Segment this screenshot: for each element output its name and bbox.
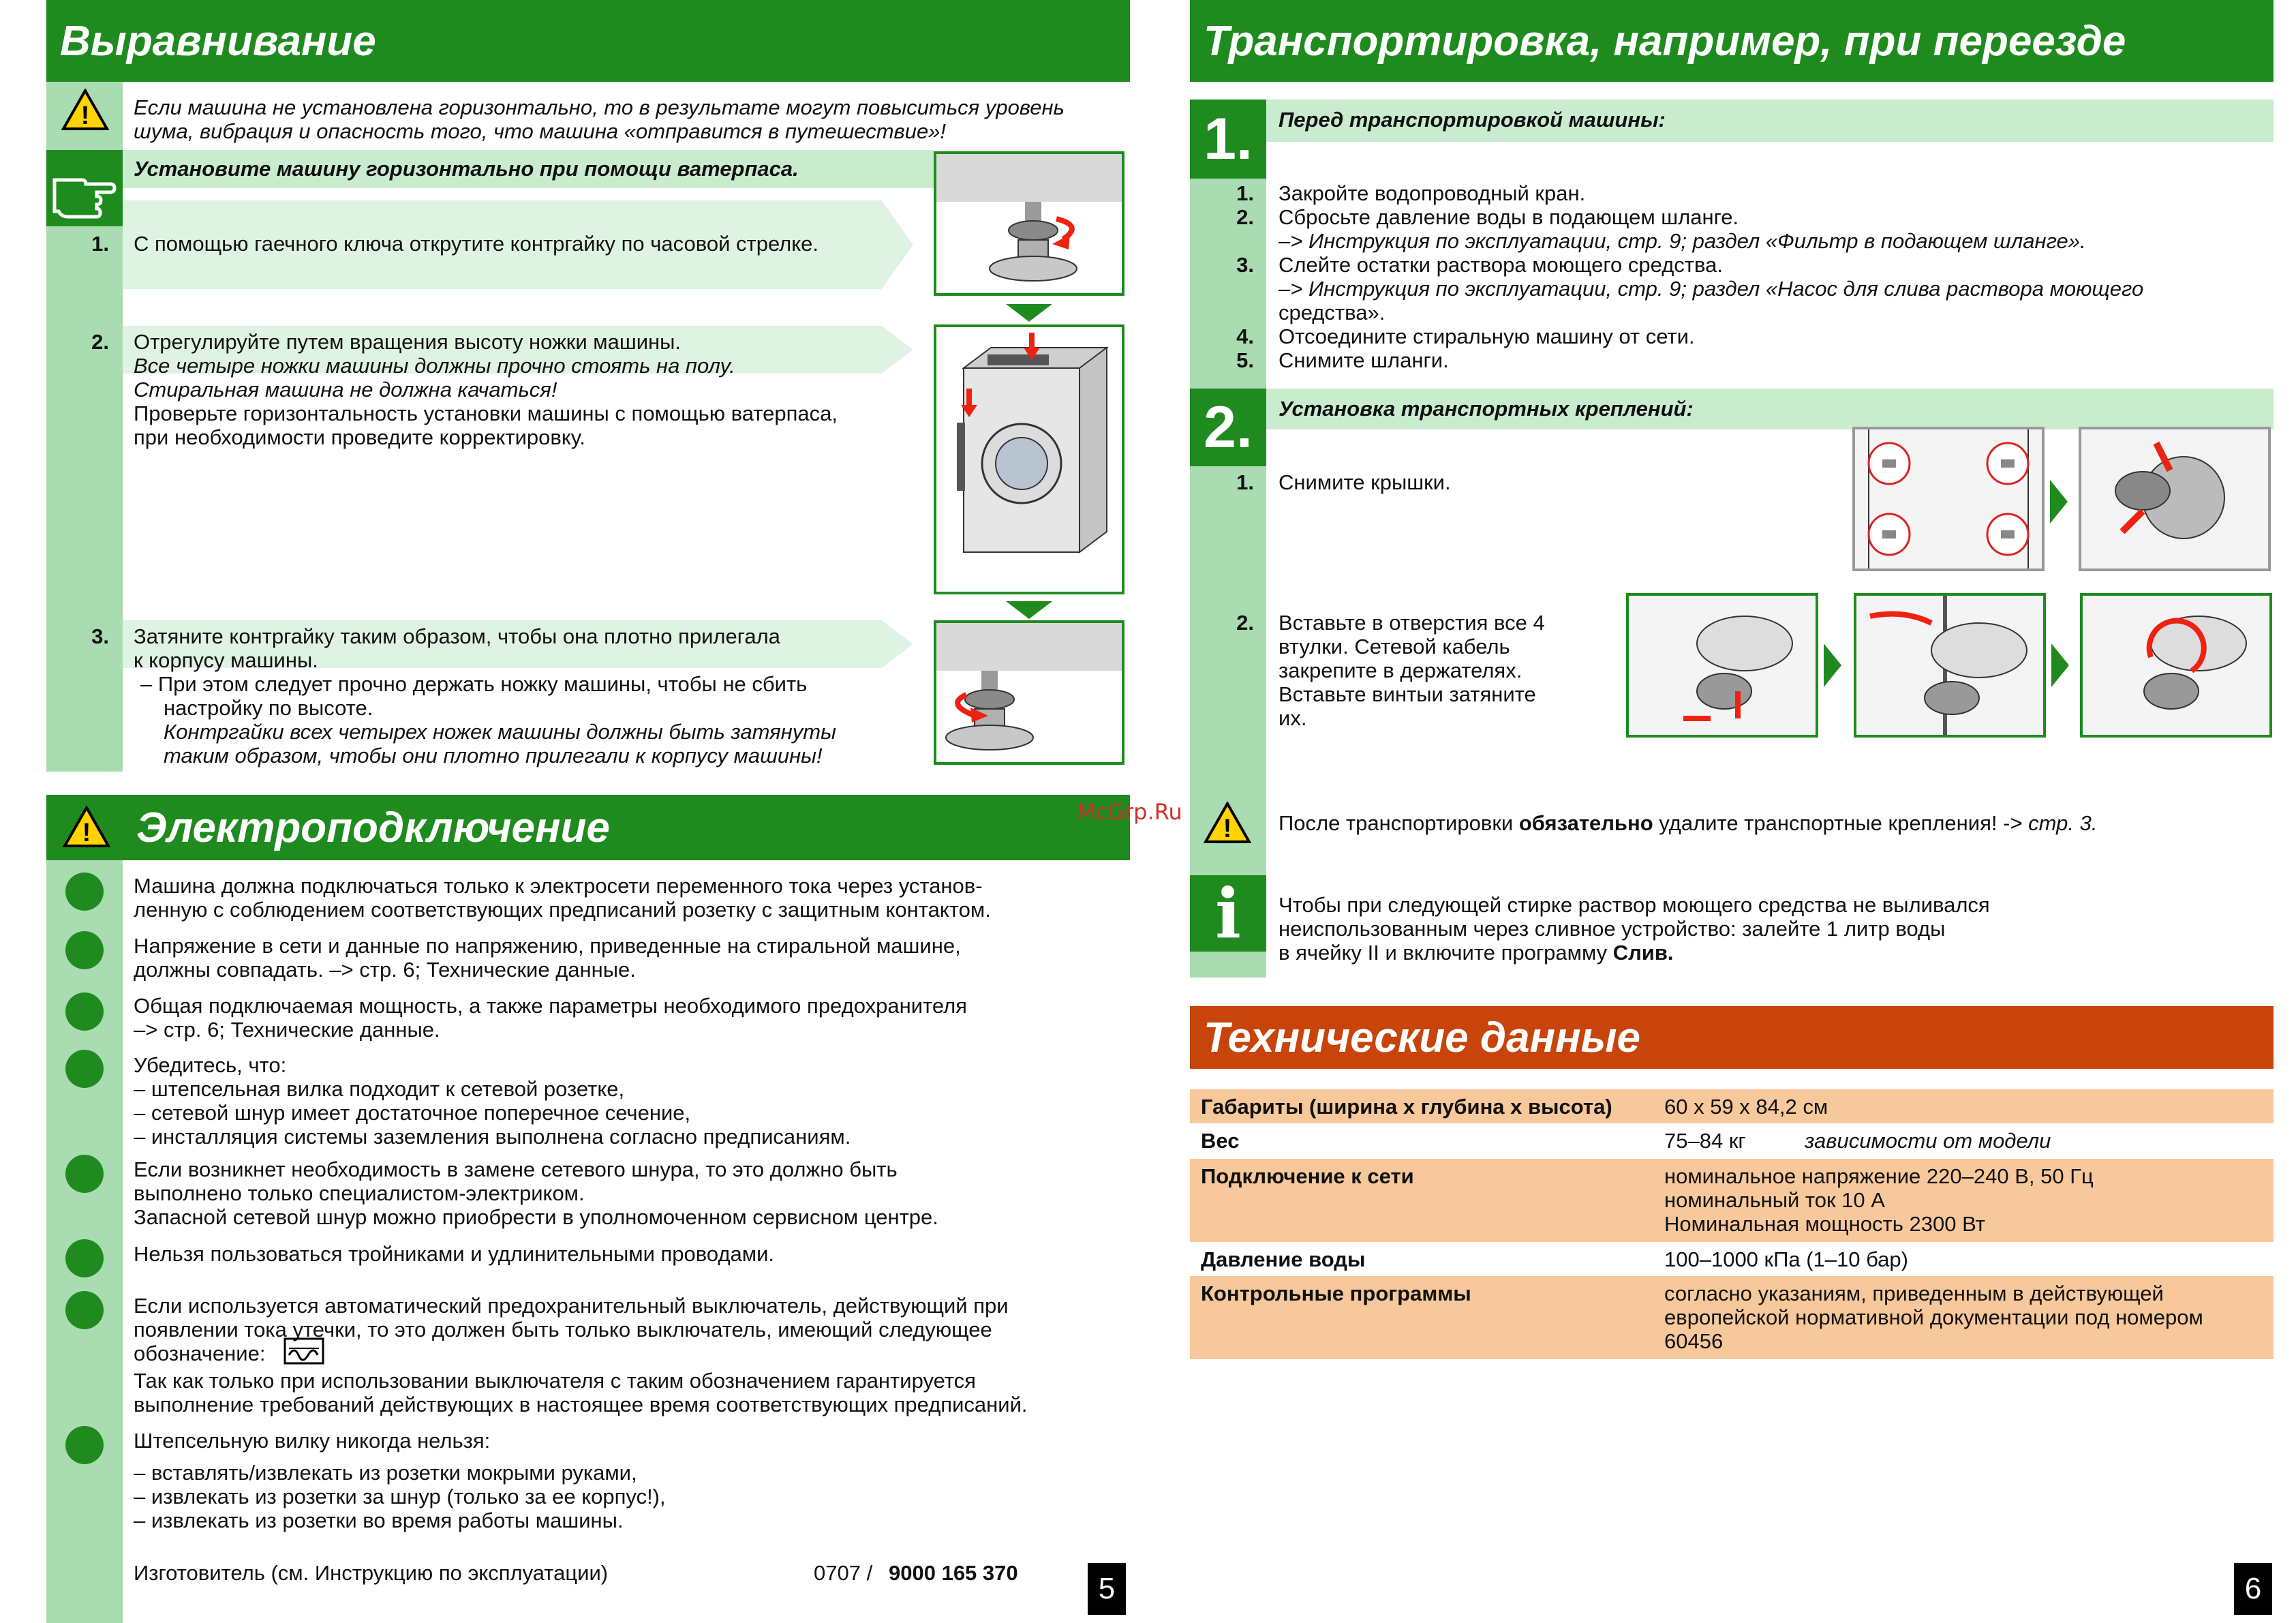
leveling-warning-2: шума, вибрация и опасность того, что машина «отправится в путешествие»! [134, 119, 947, 143]
s2-step2-line-2: втулки. Сетевой кабель [1279, 635, 1510, 658]
step2-italic-1: Все четыре ножки машины должны прочно стоять на полу. [134, 354, 735, 378]
tech-row-weight [1190, 1123, 2274, 1159]
bullet-6 [65, 1239, 104, 1277]
tech-val-dimensions: 60 x 59 x 84,2 см [1664, 1095, 1828, 1119]
tech-key-dimensions: Габариты (ширина x глубина x высота) [1201, 1095, 1612, 1119]
right-sidebar [1190, 179, 1266, 977]
step2-after-1: Проверьте горизонтальность установки машины с помощью ватерпаса, [134, 401, 838, 425]
section2-header: Установка транспортных креплений: [1279, 397, 1694, 421]
tech-key-weight: Вес [1201, 1129, 1240, 1153]
tech-val-programs-3: 60456 [1664, 1329, 1724, 1353]
elec-5-line-3: Запасной сетевой шнур можно приобрести в уполномоченном сервисном центре. [134, 1205, 938, 1229]
s1-row8-text: Снимите шланги. [1279, 348, 1449, 372]
doc-number: 9000 165 370 [889, 1561, 1018, 1585]
elec-7-line-3: обозначение: [134, 1341, 266, 1365]
page-number-right: 6 [2234, 1563, 2272, 1615]
step2-number: 2. [91, 330, 109, 354]
s1-row5-text: –> Инструкция по эксплуатации, стр. 9; раздел «Насос для слива раствора моющего [1279, 277, 2144, 301]
tech-key-water: Давление воды [1201, 1247, 1366, 1271]
tech-val-power-1: номинальное напряжение 220–240 В, 50 Гц [1664, 1164, 2094, 1188]
electrical-title: Электроподключение [136, 804, 610, 851]
bullet-8 [65, 1426, 104, 1464]
s1-row1-text: Закройте водопроводный кран. [1279, 181, 1586, 205]
bullet-5 [65, 1155, 104, 1193]
elec-7-line-2: появлении тока утечки, то это должен быть только выключатель, имеющий следующее [134, 1318, 992, 1341]
bushing-insert-illustration [1626, 593, 1818, 738]
section1-badge: 1. [1190, 100, 1266, 179]
s2-step2-line-5: их. [1279, 706, 1307, 730]
info-line-2: неиспользованным через сливное устройство: залейте 1 литр воды [1279, 917, 1946, 941]
electrical-header-band [46, 795, 1130, 860]
bullet-1 [65, 873, 104, 911]
s2-step2-line-3: закрепите в держателях. [1279, 658, 1522, 682]
tech-key-power: Подключение к сети [1201, 1164, 1414, 1188]
doc-number-prefix: 0707 / [814, 1561, 873, 1585]
elec-4-line-4: – инсталляция системы заземления выполнена согласно предписаниям. [134, 1125, 851, 1149]
step3-dash-1: – При этом следует прочно держать ножку машины, чтобы не сбить [140, 672, 808, 696]
leveling-title: Выравнивание [46, 0, 1130, 82]
info-line-3: в ячейку II и включите программу Слив. [1279, 941, 1674, 965]
elec-2-line-1: Напряжение в сети и данные по напряжению, приведенные на стиральной машине, [134, 934, 961, 958]
arrow-down-1 [1006, 304, 1052, 322]
info-icon-box [1190, 875, 1266, 952]
info-icon: i [1215, 873, 1241, 954]
s1-row1-num: 1. [1236, 181, 1254, 205]
pointing-hand-icon [46, 150, 123, 226]
step3-italic-1: Контргайки всех четырех ножек машины должны быть затянуты [164, 720, 836, 744]
elec-5-line-1: Если возникнет необходимость в замене сетевого шнура, то это должно быть [134, 1157, 898, 1181]
tech-val-programs-2: европейской нормативной документации под номером [1664, 1305, 2203, 1329]
tech-row-power [1190, 1159, 2274, 1242]
bullet-2 [65, 931, 104, 969]
bullet-4 [65, 1050, 104, 1088]
step1-text: С помощью гаечного ключа открутите контргайку по часовой стрелке. [134, 232, 819, 256]
tech-key-programs: Контрольные программы [1201, 1281, 1471, 1305]
step1-number: 1. [91, 232, 109, 256]
elec-7-line-4: Так как только при использовании выключателя с таким обозначением гарантируется [134, 1369, 976, 1393]
elec-1-line-1: Машина должна подключаться только к электросети переменного тока через установ- [134, 874, 983, 898]
tech-val-power-3: Номинальная мощность 2300 Вт [1664, 1212, 1985, 1236]
foot-unscrew-illustration [934, 151, 1124, 296]
s1-row7-text: Отсоедините стиральную машину от сети. [1279, 324, 1695, 348]
leveling-warning-1: Если машина не установлена горизонтально, то в результате могут повыситься уровень [134, 95, 1065, 119]
elec-8-line-3: – извлекать из розетки за шнур (только за ее корпус!), [134, 1485, 666, 1508]
tech-val-water: 100–1000 кПа (1–10 бар) [1664, 1247, 1908, 1271]
svg-text:!: ! [1223, 815, 1232, 843]
info-line-1: Чтобы при следующей стирке раствор моющего средства не выливался [1279, 893, 1990, 917]
tech-title: Технические данные [1190, 1006, 2274, 1069]
bullet-7 [65, 1291, 104, 1329]
tech-row-dimensions [1190, 1089, 2274, 1123]
hand-icon-box [46, 150, 123, 226]
s1-row4-text: Слейте остатки раствора моющего средства. [1279, 253, 1723, 277]
warning-icon [61, 89, 109, 134]
tech-val-weight-note: зависимости от модели [1805, 1129, 2051, 1153]
s2-step1-text: Снимите крышки. [1279, 470, 1451, 494]
watermark: McGrp.Ru [1077, 799, 1182, 825]
tech-row-water [1190, 1242, 2274, 1276]
screw-tighten-illustration [2080, 593, 2272, 738]
machine-illustration [934, 324, 1124, 594]
section1-header: Перед транспортировкой машины: [1279, 108, 1666, 132]
s1-row2-num: 2. [1236, 205, 1254, 229]
step3-italic-2: таким образом, чтобы они плотно прилегали к корпусу машины! [164, 744, 823, 768]
cover-remove-illustration [2079, 427, 2271, 571]
rcd-symbol-icon [284, 1337, 324, 1368]
step3-line-1: Затяните контргайку таким образом, чтобы она плотно прилегала [134, 624, 780, 648]
s2-step2-line-1: Вставьте в отверстия все 4 [1279, 611, 1545, 635]
cable-holder-illustration [1854, 593, 2046, 738]
elec-8-line-2: – вставлять/извлекать из розетки мокрыми руками, [134, 1461, 637, 1485]
s1-row8-num: 5. [1236, 348, 1254, 372]
step2-line-1: Отрегулируйте путем вращения высоту ножки машины. [134, 330, 682, 354]
step2-italic-2: Стиральная машина не должна качаться! [134, 378, 557, 401]
elec-5-line-2: выполнено только специалистом-электриком. [134, 1181, 585, 1205]
covers-rear-illustration [1852, 427, 2045, 571]
foot-tighten-illustration [934, 620, 1124, 765]
s2-step2-line-4: Вставьте винтыи затяните [1279, 682, 1536, 706]
arrow-right-1 [2050, 480, 2068, 524]
arrow-right-3 [2051, 643, 2069, 687]
step2-after-2: при необходимости проведите корректировку. [134, 425, 585, 449]
elec-8-line-1: Штепсельную вилку никогда нельзя: [134, 1429, 491, 1453]
section2-badge: 2. [1190, 389, 1266, 466]
s2-step1-num: 1. [1236, 470, 1254, 494]
elec-2-line-2: должны совпадать. –> стр. 6; Технические данные. [134, 958, 636, 982]
step3-line-2: к корпусу машины. [134, 648, 318, 672]
transport-warning-text: После транспортировки обязательно удалите транспортные крепления! -> стр. 3. [1279, 811, 2098, 835]
tech-row-programs [1190, 1276, 2274, 1359]
s2-step2-num: 2. [1236, 611, 1254, 635]
leveling-instruction-header: Установите машину горизонтально при помощи ватерпаса. [134, 157, 799, 181]
svg-text:!: ! [80, 102, 90, 130]
s1-row7-num: 4. [1236, 324, 1254, 348]
elec-6-line-1: Нельзя пользоваться тройниками и удлинительными проводами. [134, 1242, 775, 1266]
elec-3-line-2: –> стр. 6; Технические данные. [134, 1018, 440, 1042]
s1-row2-text: Сбросьте давление воды в подающем шланге. [1279, 205, 1739, 229]
elec-8-line-4: – извлекать из розетки во время работы машины. [134, 1508, 624, 1532]
s1-row3-text: –> Инструкция по эксплуатации, стр. 9; раздел «Фильтр в подающем шланге». [1279, 229, 2086, 253]
elec-4-line-1: Убедитесь, что: [134, 1053, 287, 1077]
tech-val-programs-1: согласно указаниям, приведенным в действующей [1664, 1281, 2164, 1305]
bullet-3 [65, 992, 104, 1031]
arrow-down-2 [1006, 601, 1052, 619]
tech-val-power-2: номинальный ток 10 А [1664, 1188, 1885, 1212]
s1-row4-num: 3. [1236, 253, 1254, 277]
page-number-left: 5 [1088, 1563, 1126, 1615]
step3-dash-2: настройку по высоте. [164, 696, 373, 720]
elec-3-line-1: Общая подключаемая мощность, а также параметры необходимого предохранителя [134, 994, 967, 1018]
step3-number: 3. [91, 624, 109, 648]
elec-1-line-2: ленную с соблюдением соответствующих предписаний розетку с защитным контактом. [134, 898, 991, 922]
manufacturer-text: Изготовитель (см. Инструкцию по эксплуатации) [134, 1561, 609, 1585]
electrical-warning-icon [63, 806, 110, 851]
arrow-right-2 [1824, 643, 1841, 687]
transport-warning-icon [1204, 802, 1251, 847]
transport-title: Транспортировка, например, при переезде [1190, 0, 2274, 82]
elec-4-line-3: – сетевой шнур имеет достаточное поперечное сечение, [134, 1101, 691, 1125]
elec-4-line-2: – штепсельная вилка подходит к сетевой розетке, [134, 1077, 625, 1101]
tech-val-weight: 75–84 кг [1664, 1129, 1746, 1153]
elec-7-line-5: выполнение требований действующих в настоящее время соответствующих предписаний. [134, 1393, 1028, 1416]
s1-row6-text: средства». [1279, 301, 1386, 324]
elec-7-line-1: Если используется автоматический предохранительный выключатель, действующий при [134, 1294, 1009, 1318]
svg-text:!: ! [82, 819, 91, 847]
